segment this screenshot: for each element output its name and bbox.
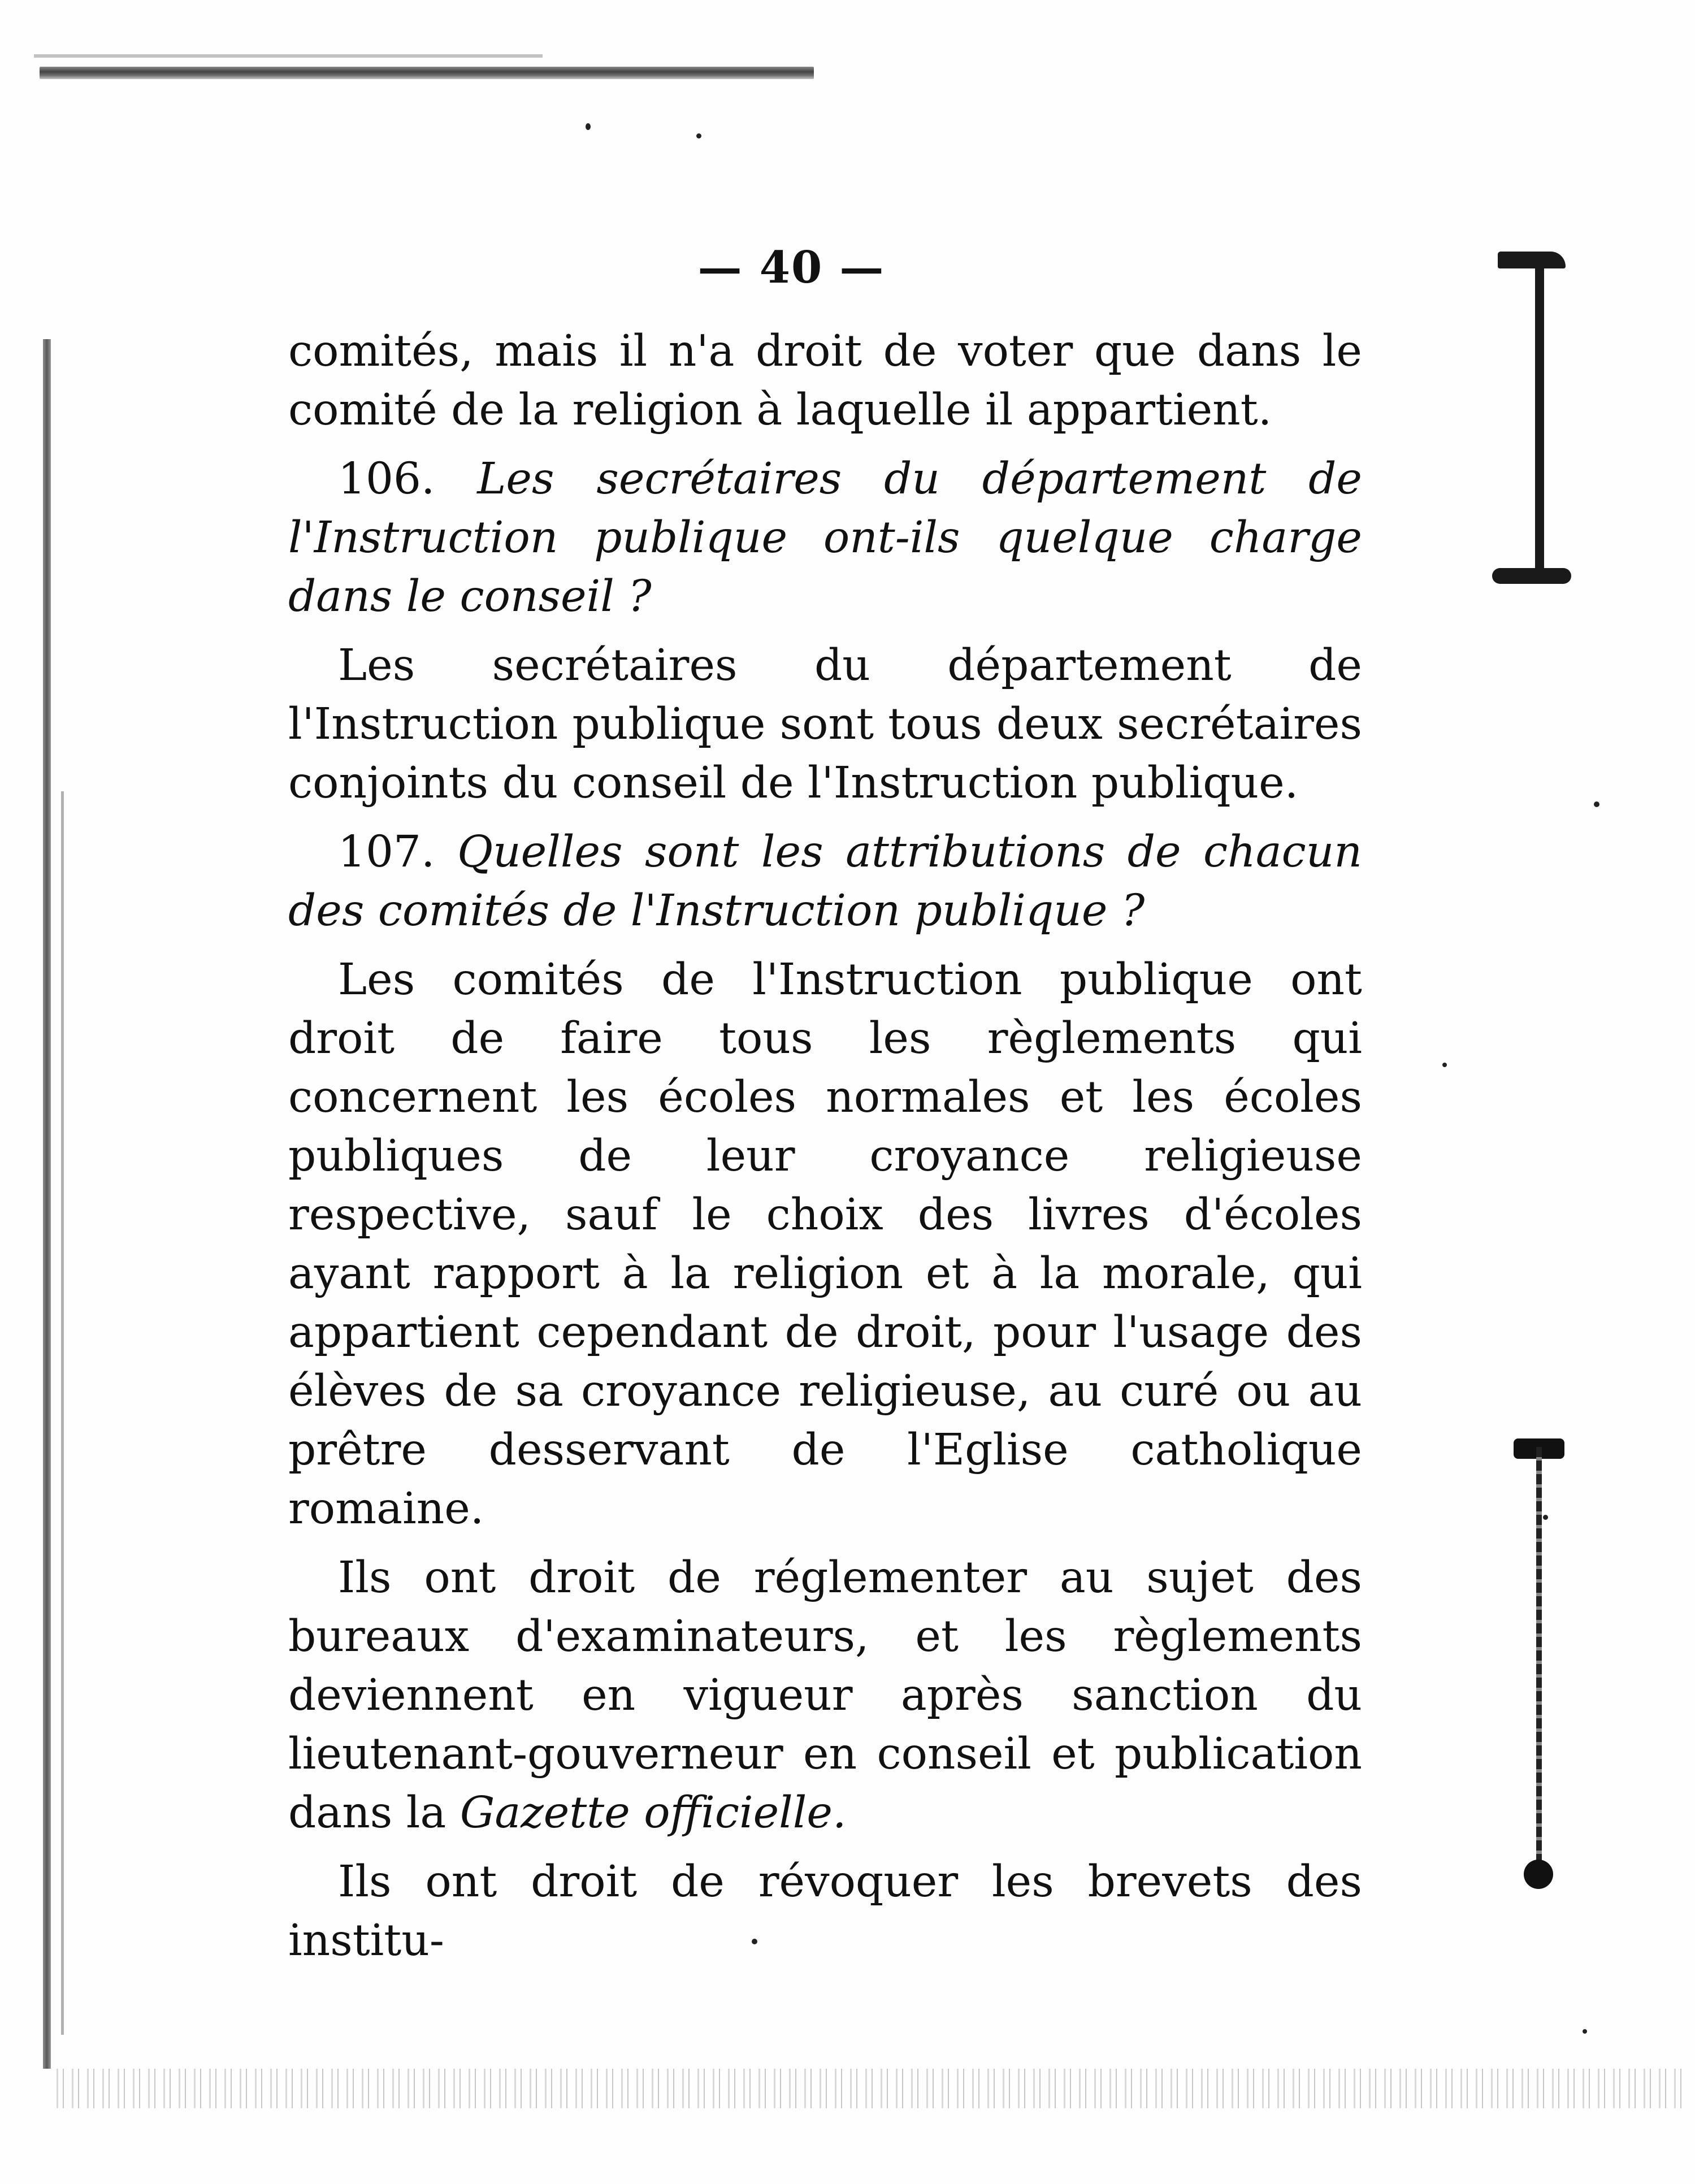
scan-speck <box>1442 1063 1447 1067</box>
answer-text: Ils ont droit de réglementer au sujet des bureaux d'examinateurs, et les règlements deviennent en vigueur après sanction du lieutenant-gouverneur en conseil et publication dans la <box>288 1553 1362 1838</box>
answer-107-paragraph-1: Les comités de l'Instruction publique ont droit de faire tous les règlements qui concernent les écoles normales et les écoles publiques de leur croyance religieuse respective, sauf le choix des livres d'écoles ayant rapport à la religion et à la morale, qui appartient cependant de droit, pour l'usage des élèves de sa croyance religieuse, au curé ou au prêtre desservant de l'Eglise catholique romaine. <box>288 955 1362 1534</box>
question-106 <box>288 450 1362 626</box>
scan-artifact-left-edge <box>43 339 51 2069</box>
gazette-title: Gazette officielle. <box>459 1788 847 1838</box>
scan-speck <box>586 123 591 130</box>
binding-clip-bottom <box>1536 1447 1542 1865</box>
question-text: Les secrétaires du département de l'Instruction publique ont-ils quelque charge dans le conseil ? <box>288 454 1362 622</box>
answer-106: Les secrétaires du département de l'Instruction publique sont tous deux secrétaires conjoints du conseil de l'Instruction publique. <box>288 640 1362 808</box>
scan-artifact-top-line <box>40 67 814 79</box>
question-text: Quelles sont les attributions de chacun des comités de l'Instruction publique ? <box>288 827 1362 936</box>
scan-speck <box>1583 2029 1587 2034</box>
answer-107-paragraph-2 <box>288 1549 1362 1843</box>
body-text <box>288 322 1362 1970</box>
question-number: 107. <box>338 827 435 877</box>
scan-artifact-left-edge-thin <box>61 791 64 2035</box>
question-107 <box>288 823 1362 941</box>
scan-speck <box>696 133 701 138</box>
continued-paragraph: comités, mais il n'a droit de voter que dans le comité de la religion à laquelle il appartient. <box>288 326 1362 435</box>
binding-clip-top-foot <box>1492 568 1571 584</box>
question-number: 106. <box>338 454 435 504</box>
binding-clip-bottom-foot <box>1524 1860 1553 1889</box>
page-number: — 40 — <box>697 242 885 293</box>
binding-clip-top <box>1535 266 1544 582</box>
scan-speck <box>1543 1515 1548 1520</box>
scan-artifact-top-line-faint <box>34 54 543 58</box>
scan-artifact-bottom-noise <box>57 2069 1684 2108</box>
scan-speck <box>1594 801 1599 807</box>
answer-107-paragraph-3: Ils ont droit de révoquer les brevets des institu- <box>288 1857 1362 1966</box>
